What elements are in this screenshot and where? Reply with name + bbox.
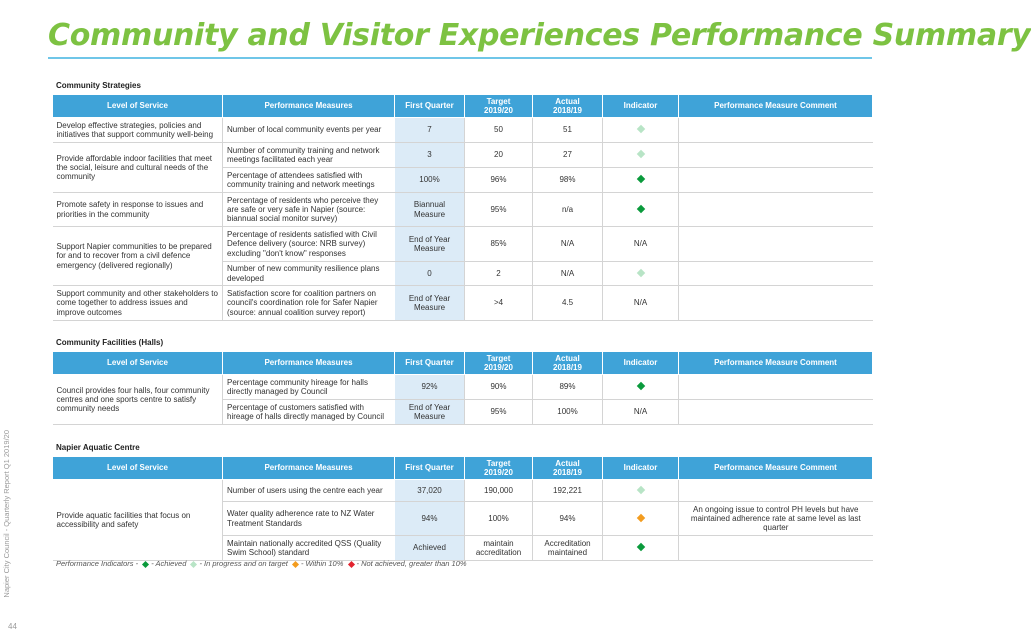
- side-caption: [2, 430, 16, 610]
- target-value: 2: [465, 262, 533, 286]
- comment-cell: [679, 193, 873, 227]
- table-row: [53, 286, 873, 321]
- header-actual-label: Actual: [555, 353, 580, 363]
- first-quarter-value: 0: [395, 262, 465, 286]
- performance-measure: Percentage of residents satisfied with Civil Defence delivery (source: NRB survey) excluding "don't know" responses: [223, 227, 395, 262]
- target-value: 190,000: [465, 480, 533, 502]
- header-first-quarter: First Quarter: [395, 457, 465, 480]
- target-value: 90%: [465, 375, 533, 400]
- community-strategies-table: [52, 94, 873, 321]
- first-quarter-value: 37,020: [395, 480, 465, 502]
- comment-cell: [679, 168, 873, 193]
- level-of-service: Promote safety in response to issues and priorities in the community: [53, 193, 223, 227]
- target-value: 20: [465, 143, 533, 168]
- table-header-row: [53, 352, 873, 375]
- level-of-service: Develop effective strategies, policies and initiatives that support community well-being: [53, 118, 223, 143]
- performance-measure: Number of new community resilience plans developed: [223, 262, 395, 286]
- section-title-community-strategies: Community Strategies: [56, 81, 141, 90]
- header-target: [465, 95, 533, 118]
- comment-cell: [679, 536, 873, 561]
- level-of-service: Provide affordable indoor facilities that meet the social, leisure and cultural needs of the community: [53, 143, 223, 193]
- indicator-cell: [603, 536, 679, 561]
- actual-value: 100%: [533, 400, 603, 425]
- actual-value: N/A: [533, 227, 603, 262]
- indicator-cell: [603, 375, 679, 400]
- achieved-diamond-icon: [636, 382, 644, 390]
- table-row: [53, 227, 873, 262]
- performance-measure: Percentage of attendees satisfied with community training and network meetings: [223, 168, 395, 193]
- first-quarter-value: 94%: [395, 502, 465, 536]
- header-level-of-service: Level of Service: [53, 352, 223, 375]
- legend-achieved-diamond-icon: [142, 560, 149, 567]
- legend-achieved: - Achieved: [151, 559, 187, 568]
- level-of-service: Council provides four halls, four community centres and one sports centre to satisfy community needs: [53, 375, 223, 425]
- in-progress-diamond-icon: [636, 125, 644, 133]
- header-actual-year: 2018/19: [553, 363, 582, 372]
- header-target: [465, 352, 533, 375]
- header-actual-label: Actual: [555, 96, 580, 106]
- target-value: 50: [465, 118, 533, 143]
- indicator-cell: [603, 143, 679, 168]
- header-indicator: Indicator: [603, 457, 679, 480]
- level-of-service: Support community and other stakeholders to come together to address issues and improve outcomes: [53, 286, 223, 321]
- legend-in-progress-diamond-icon: [190, 560, 197, 567]
- first-quarter-value: Achieved: [395, 536, 465, 561]
- header-actual: [533, 95, 603, 118]
- header-actual: [533, 457, 603, 480]
- first-quarter-value: 3: [395, 143, 465, 168]
- comment-cell: An ongoing issue to control PH levels but have maintained adherence rate at same level as last quarter: [679, 502, 873, 536]
- header-performance-measures: Performance Measures: [223, 95, 395, 118]
- table-row: [53, 118, 873, 143]
- side-caption-text: Napier City Council - Quarterly Report Q1 2019/20: [2, 430, 11, 598]
- performance-measure: Number of users using the centre each year: [223, 480, 395, 502]
- indicator-cell: [603, 118, 679, 143]
- performance-measure: Percentage of customers satisfied with hireage of halls directly managed by Council: [223, 400, 395, 425]
- comment-cell: [679, 262, 873, 286]
- target-value: 95%: [465, 193, 533, 227]
- header-comment: Performance Measure Comment: [679, 352, 873, 375]
- indicator-legend: [56, 559, 467, 568]
- target-value: >4: [465, 286, 533, 321]
- comment-cell: [679, 480, 873, 502]
- actual-value: n/a: [533, 193, 603, 227]
- indicator-cell: [603, 168, 679, 193]
- section-title-aquatic-centre: Napier Aquatic Centre: [56, 443, 140, 452]
- comment-cell: [679, 143, 873, 168]
- legend-not-achieved: - Not achieved, greater than 10%: [356, 559, 467, 568]
- indicator-cell: [603, 193, 679, 227]
- in-progress-diamond-icon: [636, 269, 644, 277]
- header-actual-year: 2018/19: [553, 106, 582, 115]
- in-progress-diamond-icon: [636, 486, 644, 494]
- indicator-cell: [603, 262, 679, 286]
- indicator-text: N/A: [603, 227, 679, 262]
- header-indicator: Indicator: [603, 95, 679, 118]
- performance-measure: Percentage of residents who perceive they are safe or very safe in Napier (source: biannual social monitor survey): [223, 193, 395, 227]
- comment-cell: [679, 118, 873, 143]
- header-comment: Performance Measure Comment: [679, 457, 873, 480]
- comment-cell: [679, 375, 873, 400]
- comment-cell: [679, 400, 873, 425]
- legend-within-diamond-icon: [292, 560, 299, 567]
- actual-value: 192,221: [533, 480, 603, 502]
- performance-measure: Water quality adherence rate to NZ Water Treatment Standards: [223, 502, 395, 536]
- performance-measure: Percentage community hireage for halls directly managed by Council: [223, 375, 395, 400]
- indicator-cell: [603, 502, 679, 536]
- header-target-year: 2019/20: [484, 468, 513, 477]
- table-row: [53, 193, 873, 227]
- target-value: maintain accreditation: [465, 536, 533, 561]
- first-quarter-value: 100%: [395, 168, 465, 193]
- table-header-row: [53, 457, 873, 480]
- actual-value: 51: [533, 118, 603, 143]
- performance-measure: Satisfaction score for coalition partners on council's coordination role for Safer Napier (source: annual coalition survey report): [223, 286, 395, 321]
- page-number: 44: [8, 622, 17, 631]
- indicator-cell: [603, 480, 679, 502]
- first-quarter-value: End of Year Measure: [395, 286, 465, 321]
- target-value: 85%: [465, 227, 533, 262]
- header-target-year: 2019/20: [484, 106, 513, 115]
- header-target: [465, 457, 533, 480]
- actual-value: 89%: [533, 375, 603, 400]
- indicator-text: N/A: [603, 400, 679, 425]
- header-actual-year: 2018/19: [553, 468, 582, 477]
- first-quarter-value: 7: [395, 118, 465, 143]
- header-target-year: 2019/20: [484, 363, 513, 372]
- legend-in-progress: - In progress and on target: [199, 559, 288, 568]
- comment-cell: [679, 286, 873, 321]
- legend-prefix: Performance Indicators -: [56, 559, 139, 568]
- actual-value: N/A: [533, 262, 603, 286]
- header-target-label: Target: [486, 353, 511, 363]
- indicator-text: N/A: [603, 286, 679, 321]
- header-target-label: Target: [486, 96, 511, 106]
- achieved-diamond-icon: [636, 205, 644, 213]
- table-row: [53, 143, 873, 168]
- header-performance-measures: Performance Measures: [223, 457, 395, 480]
- performance-measure: Maintain nationally accredited QSS (Quality Swim School) standard: [223, 536, 395, 561]
- level-of-service: Provide aquatic facilities that focus on accessibility and safety: [53, 480, 223, 561]
- target-value: 100%: [465, 502, 533, 536]
- table-row: [53, 480, 873, 502]
- legend-within: - Within 10%: [300, 559, 344, 568]
- header-first-quarter: First Quarter: [395, 95, 465, 118]
- actual-value: 4.5: [533, 286, 603, 321]
- header-comment: Performance Measure Comment: [679, 95, 873, 118]
- target-value: 95%: [465, 400, 533, 425]
- first-quarter-value: End of Year Measure: [395, 400, 465, 425]
- title-divider: [48, 57, 872, 59]
- header-indicator: Indicator: [603, 352, 679, 375]
- page-title: Community and Visitor Experiences Performance Summary: [48, 18, 1031, 53]
- in-progress-diamond-icon: [636, 150, 644, 158]
- section-title-community-facilities: Community Facilities (Halls): [56, 338, 164, 347]
- header-actual: [533, 352, 603, 375]
- first-quarter-value: Biannual Measure: [395, 193, 465, 227]
- actual-value: 98%: [533, 168, 603, 193]
- aquatic-centre-table: [52, 456, 873, 561]
- header-actual-label: Actual: [555, 458, 580, 468]
- header-level-of-service: Level of Service: [53, 457, 223, 480]
- performance-measure: Number of local community events per year: [223, 118, 395, 143]
- table-header-row: [53, 95, 873, 118]
- achieved-diamond-icon: [636, 175, 644, 183]
- header-target-label: Target: [486, 458, 511, 468]
- actual-value: 27: [533, 143, 603, 168]
- actual-value: Accreditation maintained: [533, 536, 603, 561]
- community-facilities-table: [52, 351, 873, 425]
- target-value: 96%: [465, 168, 533, 193]
- header-performance-measures: Performance Measures: [223, 352, 395, 375]
- legend-not-achieved-diamond-icon: [347, 560, 354, 567]
- level-of-service: Support Napier communities to be prepared for and to recover from a civil defence emergency (delivered regionally): [53, 227, 223, 286]
- first-quarter-value: End of Year Measure: [395, 227, 465, 262]
- comment-cell: [679, 227, 873, 262]
- achieved-diamond-icon: [636, 543, 644, 551]
- within-ten-percent-diamond-icon: [636, 514, 644, 522]
- actual-value: 94%: [533, 502, 603, 536]
- header-first-quarter: First Quarter: [395, 352, 465, 375]
- header-level-of-service: Level of Service: [53, 95, 223, 118]
- performance-measure: Number of community training and network meetings facilitated each year: [223, 143, 395, 168]
- table-row: [53, 375, 873, 400]
- first-quarter-value: 92%: [395, 375, 465, 400]
